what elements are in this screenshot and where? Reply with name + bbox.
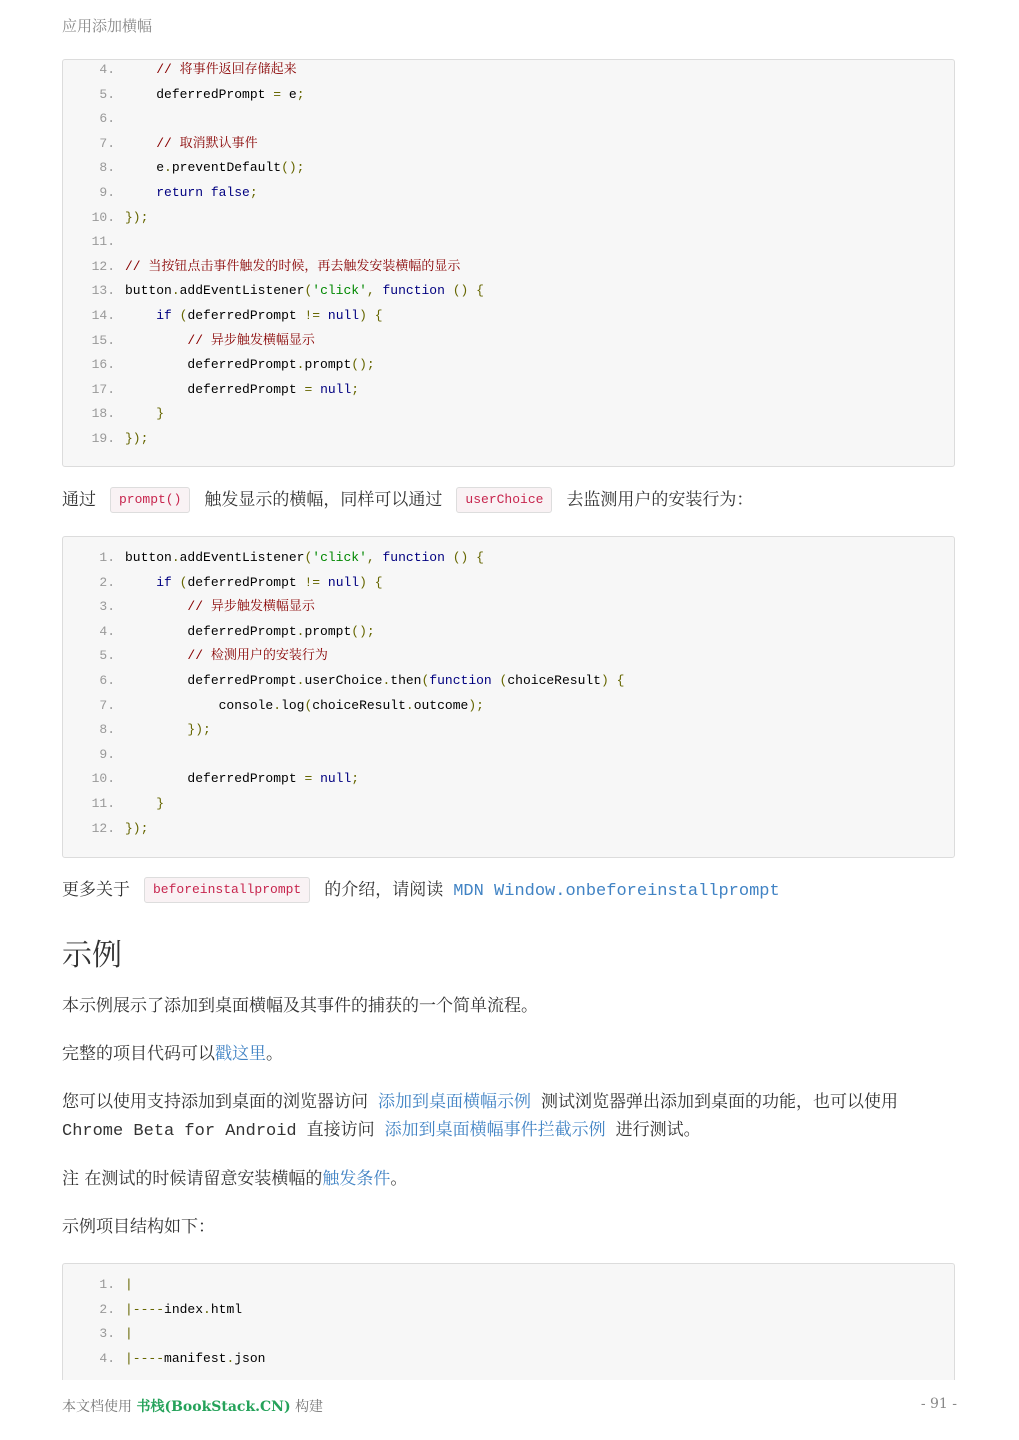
paragraph-text: 您可以使用支持添加到桌面的浏览器访问 bbox=[62, 1092, 368, 1112]
inline-code-prompt: prompt() bbox=[110, 487, 190, 513]
code-line bbox=[63, 279, 484, 304]
code-text: console.log(choiceResult.outcome); bbox=[218, 697, 484, 713]
line-number: 7. bbox=[99, 135, 115, 151]
project-code-link[interactable]: 戳这里 bbox=[215, 1044, 266, 1064]
code-line bbox=[63, 58, 297, 83]
line-number: 5. bbox=[99, 86, 115, 102]
code-line bbox=[63, 132, 258, 157]
paragraph-text: 。 bbox=[390, 1169, 408, 1189]
code-text: button.addEventListener('click', function () { bbox=[125, 550, 484, 565]
trigger-conditions-link[interactable]: 触发条件 bbox=[322, 1169, 391, 1189]
paragraph-demo-line-1 bbox=[62, 1088, 898, 1116]
paragraph-project-code bbox=[62, 1040, 283, 1068]
code-text: deferredPrompt = null; bbox=[187, 771, 360, 787]
line-number: 8. bbox=[99, 160, 115, 176]
code-text: // 检测用户的安装行为 bbox=[187, 648, 328, 664]
code-line bbox=[63, 571, 383, 596]
code-text: // 取消默认事件 bbox=[156, 135, 258, 151]
code-line bbox=[63, 620, 375, 645]
line-number: 15. bbox=[91, 332, 115, 348]
inline-code-userchoice: userChoice bbox=[456, 487, 552, 513]
section-heading: 示例 bbox=[62, 938, 122, 973]
code-text: }); bbox=[187, 722, 211, 738]
line-number: 2. bbox=[99, 574, 115, 590]
line-number: 1. bbox=[99, 1277, 115, 1292]
paragraph-text: 的介绍，请阅读 bbox=[324, 880, 444, 900]
line-number: 10. bbox=[91, 771, 115, 787]
code-line bbox=[63, 595, 315, 620]
code-line bbox=[63, 378, 359, 403]
code-line bbox=[63, 694, 484, 719]
code-text: // 将事件返回存储起来 bbox=[156, 62, 297, 77]
running-header-title: 应用添加横幅 bbox=[62, 17, 153, 35]
chrome-beta-text: Chrome Beta for Android bbox=[62, 1122, 297, 1141]
code-line bbox=[63, 427, 148, 452]
page-number: - 91 - bbox=[920, 1396, 957, 1412]
line-number: 3. bbox=[99, 1326, 115, 1342]
code-line bbox=[63, 743, 125, 768]
code-text: }); bbox=[125, 820, 149, 836]
footer-text: 本文档使用 bbox=[62, 1399, 132, 1415]
code-text: | bbox=[125, 1277, 133, 1292]
footer-text: 构建 bbox=[295, 1399, 324, 1415]
code-text: } bbox=[156, 796, 165, 811]
code-text: | bbox=[125, 1326, 133, 1342]
code-line bbox=[63, 1347, 265, 1372]
line-number: 19. bbox=[91, 431, 115, 446]
code-text: // 异步触发横幅显示 bbox=[187, 332, 315, 348]
paragraph-demo-line-2 bbox=[62, 1116, 701, 1146]
code-text: deferredPrompt.prompt(); bbox=[187, 357, 375, 373]
code-text: }); bbox=[125, 431, 149, 446]
line-number: 12. bbox=[91, 258, 115, 274]
code-line bbox=[63, 792, 164, 817]
paragraph-text: 去监测用户的安装行为： bbox=[566, 490, 754, 510]
code-line bbox=[63, 255, 460, 280]
paragraph-text: 测试浏览器弹出添加到桌面的功能，也可以使用 bbox=[541, 1092, 898, 1112]
code-line bbox=[63, 353, 375, 378]
code-text: deferredPrompt.userChoice.then(function (choiceResult) { bbox=[187, 673, 625, 688]
code-line bbox=[63, 767, 359, 792]
code-text: button.addEventListener('click', function () { bbox=[125, 283, 484, 299]
line-number: 9. bbox=[99, 746, 115, 762]
line-number: 10. bbox=[91, 209, 115, 225]
code-text: if (deferredPrompt != null) { bbox=[156, 308, 383, 323]
code-line bbox=[63, 546, 484, 571]
code-line bbox=[63, 669, 624, 694]
code-text: deferredPrompt = e; bbox=[156, 86, 305, 102]
code-line bbox=[63, 1273, 133, 1298]
line-number: 7. bbox=[99, 697, 115, 713]
line-number: 4. bbox=[99, 623, 115, 639]
line-number: 16. bbox=[91, 357, 115, 373]
inline-code-beforeinstallprompt: beforeinstallprompt bbox=[144, 877, 310, 903]
code-text: e.preventDefault(); bbox=[156, 160, 305, 176]
code-line bbox=[63, 402, 164, 427]
code-text: return false; bbox=[156, 185, 258, 200]
paragraph-structure: 示例项目结构如下： bbox=[62, 1217, 215, 1237]
code-text: // 异步触发横幅显示 bbox=[187, 599, 315, 615]
code-block-3 bbox=[62, 1263, 955, 1380]
footer-credit bbox=[62, 1396, 323, 1416]
mdn-link[interactable]: MDN Window.onbeforeinstallprompt bbox=[453, 882, 780, 901]
demo-banner-link[interactable]: 添加到桌面横幅示例 bbox=[378, 1092, 531, 1112]
code-text: // 当按钮点击事件触发的时候，再去触发安装横幅的显示 bbox=[125, 258, 461, 274]
code-line bbox=[63, 329, 315, 354]
code-line bbox=[63, 181, 258, 206]
code-text: } bbox=[156, 406, 165, 422]
paragraph-text: 触发显示的横幅，同样可以通过 bbox=[204, 490, 443, 510]
paragraph-prompt-usage bbox=[62, 486, 753, 514]
line-number: 2. bbox=[99, 1301, 115, 1317]
line-number: 14. bbox=[91, 308, 115, 323]
line-number: 6. bbox=[99, 673, 115, 688]
code-line bbox=[63, 83, 305, 108]
line-number: 8. bbox=[99, 722, 115, 738]
code-block-2 bbox=[62, 536, 955, 858]
paragraph-text: 完整的项目代码可以 bbox=[62, 1044, 215, 1064]
code-line bbox=[63, 644, 328, 669]
paragraph-text: 直接访问 bbox=[306, 1120, 375, 1140]
paragraph-text: 进行测试。 bbox=[615, 1120, 701, 1140]
code-line bbox=[63, 718, 211, 743]
paragraph-text: 。 bbox=[266, 1044, 283, 1064]
paragraph-text: 通过 bbox=[62, 490, 96, 510]
code-line bbox=[63, 206, 148, 231]
line-number: 11. bbox=[91, 234, 115, 250]
code-text: if (deferredPrompt != null) { bbox=[156, 574, 383, 590]
paragraph-note bbox=[62, 1165, 407, 1193]
line-number: 5. bbox=[99, 648, 115, 664]
code-text: }); bbox=[125, 209, 149, 225]
code-text: deferredPrompt = null; bbox=[187, 381, 360, 397]
code-line bbox=[63, 817, 148, 842]
demo-intercept-link[interactable]: 添加到桌面横幅事件拦截示例 bbox=[384, 1120, 606, 1140]
code-text: |----index.html bbox=[125, 1301, 243, 1317]
line-number: 6. bbox=[99, 111, 115, 127]
code-line bbox=[63, 156, 304, 181]
code-line bbox=[63, 1298, 242, 1323]
line-number: 4. bbox=[99, 1350, 115, 1366]
code-text: |----manifest.json bbox=[125, 1350, 266, 1366]
line-number: 9. bbox=[99, 185, 115, 200]
code-line bbox=[63, 304, 383, 329]
code-text: deferredPrompt.prompt(); bbox=[187, 623, 375, 639]
paragraph-more-info bbox=[62, 876, 780, 906]
line-number: 13. bbox=[91, 283, 115, 299]
bookstack-link[interactable]: 书栈(BookStack.CN) bbox=[136, 1399, 291, 1415]
line-number: 17. bbox=[91, 381, 115, 397]
code-line bbox=[63, 1322, 133, 1347]
line-number: 3. bbox=[99, 599, 115, 615]
code-line bbox=[63, 230, 125, 255]
paragraph-text: 注 在测试的时候请留意安装横幅的 bbox=[62, 1169, 323, 1189]
line-number: 1. bbox=[99, 550, 115, 565]
paragraph-intro: 本示例展示了添加到桌面横幅及其事件的捕获的一个简单流程。 bbox=[62, 996, 538, 1016]
line-number: 11. bbox=[91, 796, 115, 811]
code-block-1 bbox=[62, 59, 955, 467]
line-number: 18. bbox=[91, 406, 115, 422]
paragraph-text: 更多关于 bbox=[62, 880, 130, 900]
line-number: 4. bbox=[99, 62, 115, 77]
code-line bbox=[63, 107, 125, 132]
line-number: 12. bbox=[91, 820, 115, 836]
